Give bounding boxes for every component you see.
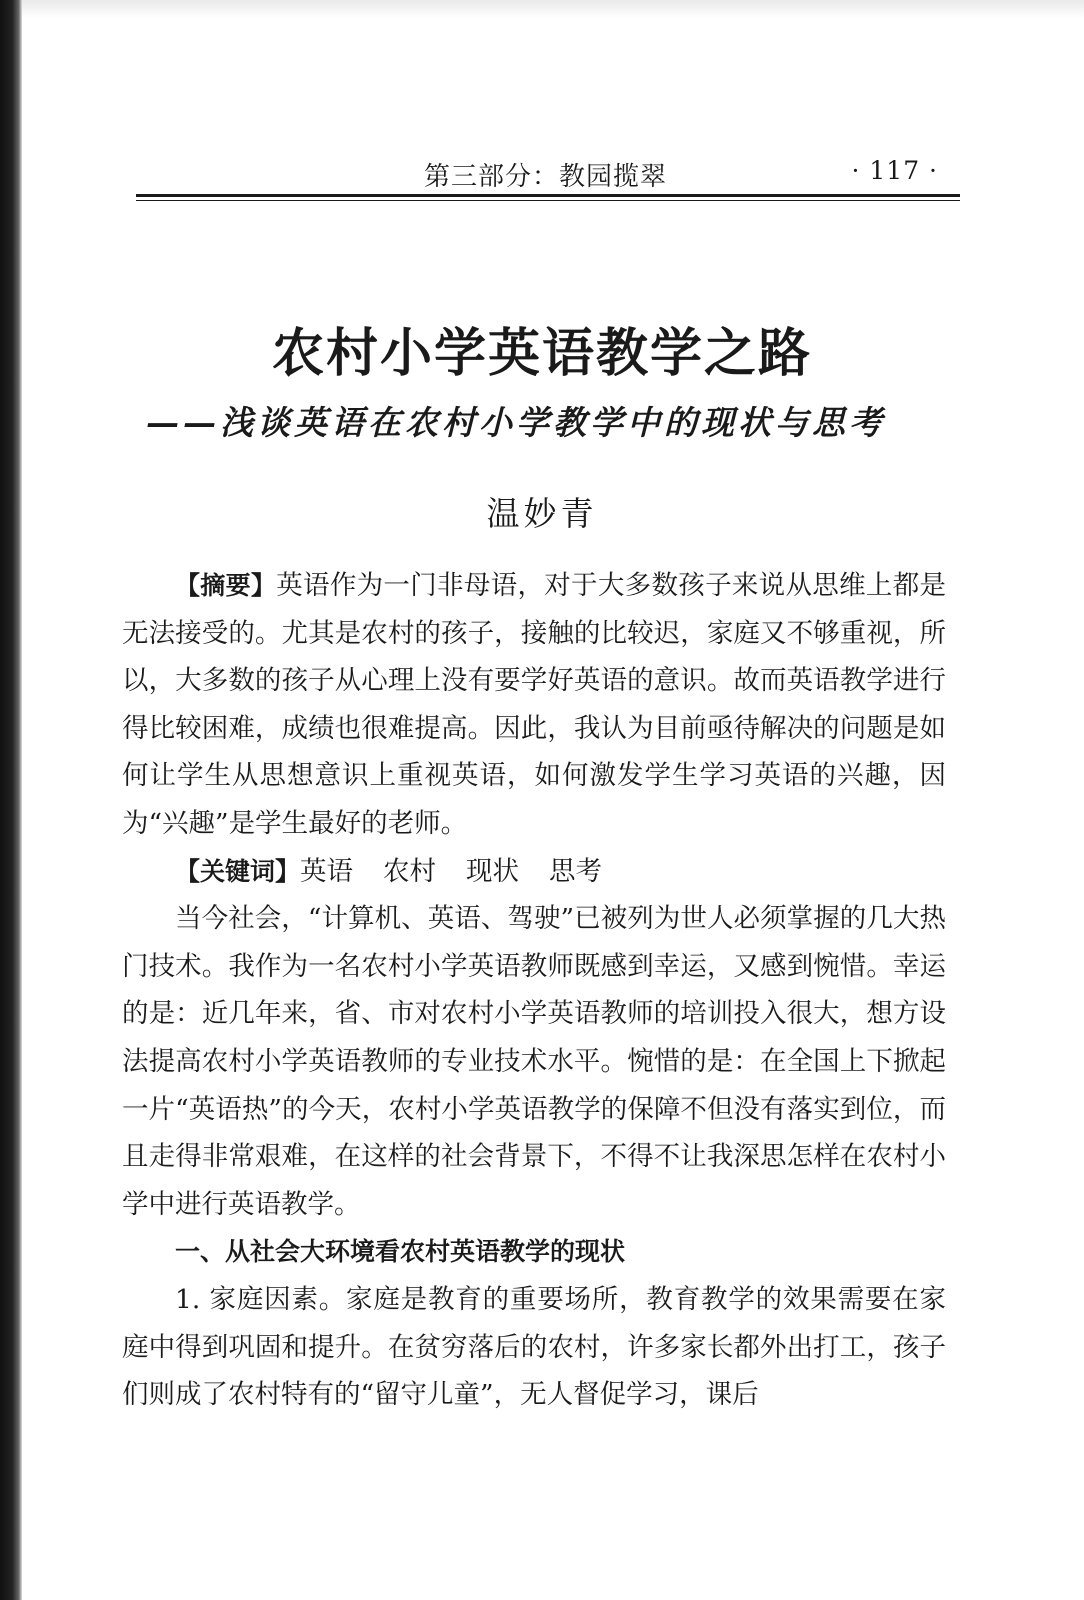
section-name: 第三部分：教园揽翠 bbox=[424, 162, 668, 192]
article-body bbox=[122, 562, 946, 1419]
article-title: 农村小学英语教学之路 bbox=[271, 323, 812, 384]
abstract-paragraph bbox=[122, 562, 946, 848]
keyword: 农村 bbox=[383, 855, 437, 887]
keyword: 现状 bbox=[466, 855, 520, 887]
header-rule-thin bbox=[136, 200, 960, 201]
header-rule-thick bbox=[136, 194, 960, 197]
author-name: 温妙青 bbox=[486, 494, 598, 533]
keyword: 英语 bbox=[300, 855, 354, 887]
intro-paragraph: 当今社会，“计算机、英语、驾驶”已被列为世人必须掌握的几大热门技术。我作为一名农村小学英语教师既感到幸运，又感到惋惜。幸运的是：近几年来，省、市对农村小学英语教师的培训投入很大，想方设法提高农村小学英语教师的专业技术水平。惋惜的是：在全国上下掀起一片“英语热”的今天，农村小学英语教学的保障不但没有落实到位，而且走得非常艰难，在这样的社会背景下，不得不让我深思怎样在农村小学中进行英语教学。 bbox=[122, 903, 946, 1220]
section-paragraph: 1. 家庭因素。家庭是教育的重要场所，教育教学的效果需要在家庭中得到巩固和提升。在贫穷落后的农村，许多家长都外出打工，孩子们则成了农村特有的“留守儿童”，无人督促学习，课后 bbox=[122, 1283, 946, 1411]
keywords-paragraph bbox=[122, 848, 946, 896]
abstract-label: 【摘要】 bbox=[175, 571, 277, 600]
section-heading: 一、从社会大环境看农村英语教学的现状 bbox=[175, 1237, 626, 1267]
keyword: 思考 bbox=[549, 855, 603, 887]
keywords-label: 【关键词】 bbox=[175, 856, 301, 886]
abstract-text: 英语作为一门非母语，对于大多数孩子来说从思维上都是无法接受的。尤其是农村的孩子，接触的比较迟，家庭又不够重视，所以，大多数的孩子从心理上没有要学好英语的意识。故而英语教学进行得比较困难，成绩也很难提高。因此，我认为目前亟待解决的问题是如何让学生从思想意识上重视英语，如何激发学生学习英语的兴趣，因为“兴趣”是学生最好的老师。 bbox=[122, 570, 946, 839]
article-subtitle: ——浅谈英语在农村小学教学中的现状与思考 bbox=[146, 403, 886, 442]
page-number: · 117 · bbox=[851, 156, 938, 185]
running-header bbox=[136, 150, 960, 200]
